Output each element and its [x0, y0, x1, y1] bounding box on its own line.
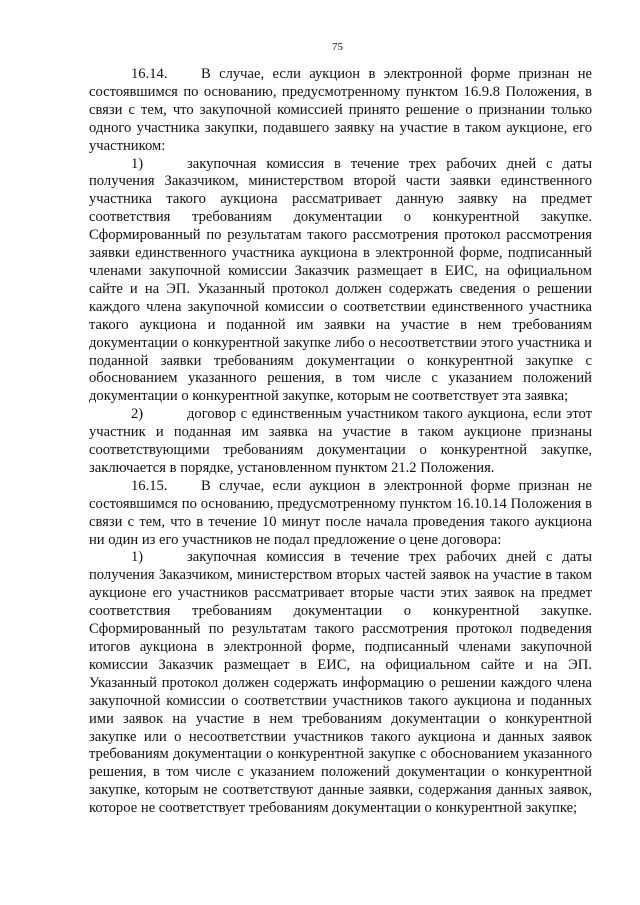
- item-text: закупочная комиссия в течение трех рабочих дней с даты получения Заказчиком, министерством второй части заявки единственного участника такого аукциона рассматривает данную заявку на предмет соответствия требованиям документации о конкурентной закупке. Сформированный по результатам такого рассмотрения протокол рассмотрения заявки единственного участника аукциона в электронной форме, подписанный членами закупочной комиссии Заказчик размещает в ЕИС, на официальном сайте и на ЭП. Указанный протокол должен содержать сведения о решении каждого члена закупочной комиссии о соответствии единственного участника такого аукциона и поданной им заявки на участие в нем требованиям документации о конкурентной закупке либо о несоответствии этого участника и поданной заявки требованиям документации о конкурентной закупке с обоснованием указанного решения, в том числе с указанием положений документации о конкурентной закупке, которым не соответствует эта заявка;: [89, 155, 592, 405]
- section-intro: В случае, если аукцион в электронной форме признан не состоявшимся по основанию, предусмотренному пунктом 16.10.14 Положения в связи с тем, что в течение 10 минут после начала проведения такого аукциона ни один из его участников не подал предложение о цене договора:: [89, 477, 592, 548]
- section-number: 16.15.: [131, 477, 168, 494]
- item-text: закупочная комиссия в течение трех рабочих дней с даты получения Заказчиком, министерством вторых частей заявок на участие в таком аукционе его участников рассматривает вторые части этих заявок на предмет соответствия требованиям документации о конкурентной закупке. Сформированный по результатам такого рассмотрения протокол подведения итогов аукциона в электронной форме, подписанный членами закупочной комиссии Заказчик размещает в ЕИС, на официальном сайте и на ЭП. Указанный протокол должен содержать информацию о решении каждого члена закупочной комиссии о соответствии участников такого аукциона и поданных ими заявок на участие в нем требованиям документации о конкурентной закупке или о несоответствии участников такого аукциона и данных заявок требованиям документации о конкурентной закупке с обоснованием указанного решения, в том числе с указанием положений документации о конкурентной закупке, которым не соответствуют данные заявки, содержания данных заявок, которое не соответствует требованиям документации о конкурентной закупке;: [89, 549, 592, 817]
- list-item: [89, 406, 592, 478]
- item-marker: 1): [131, 155, 144, 172]
- section-16-14: [89, 66, 592, 156]
- section-16-15: [89, 478, 592, 550]
- item-marker: 1): [131, 549, 144, 566]
- item-marker: 2): [131, 406, 144, 423]
- list-item: [89, 156, 592, 407]
- item-text: договор с единственным участником такого аукциона, если этот участник и поданная им заявка на участие в таком аукционе признаны соответствующими требованиям документации о конкурентной закупке, заключается в порядке, установленном пунктом 21.2 Положения.: [89, 406, 592, 476]
- section-intro: В случае, если аукцион в электронной форме признан не состоявшимся по основанию, предусмотренному пунктом 16.9.8 Положения, в связи с тем, что закупочной комиссией принято решение о признании только одного участника закупки, подавшего заявку на участие в таком аукционе, его участником:: [89, 66, 592, 154]
- list-item: [89, 549, 592, 818]
- page-number: 75: [332, 41, 343, 53]
- section-number: 16.14.: [131, 66, 168, 82]
